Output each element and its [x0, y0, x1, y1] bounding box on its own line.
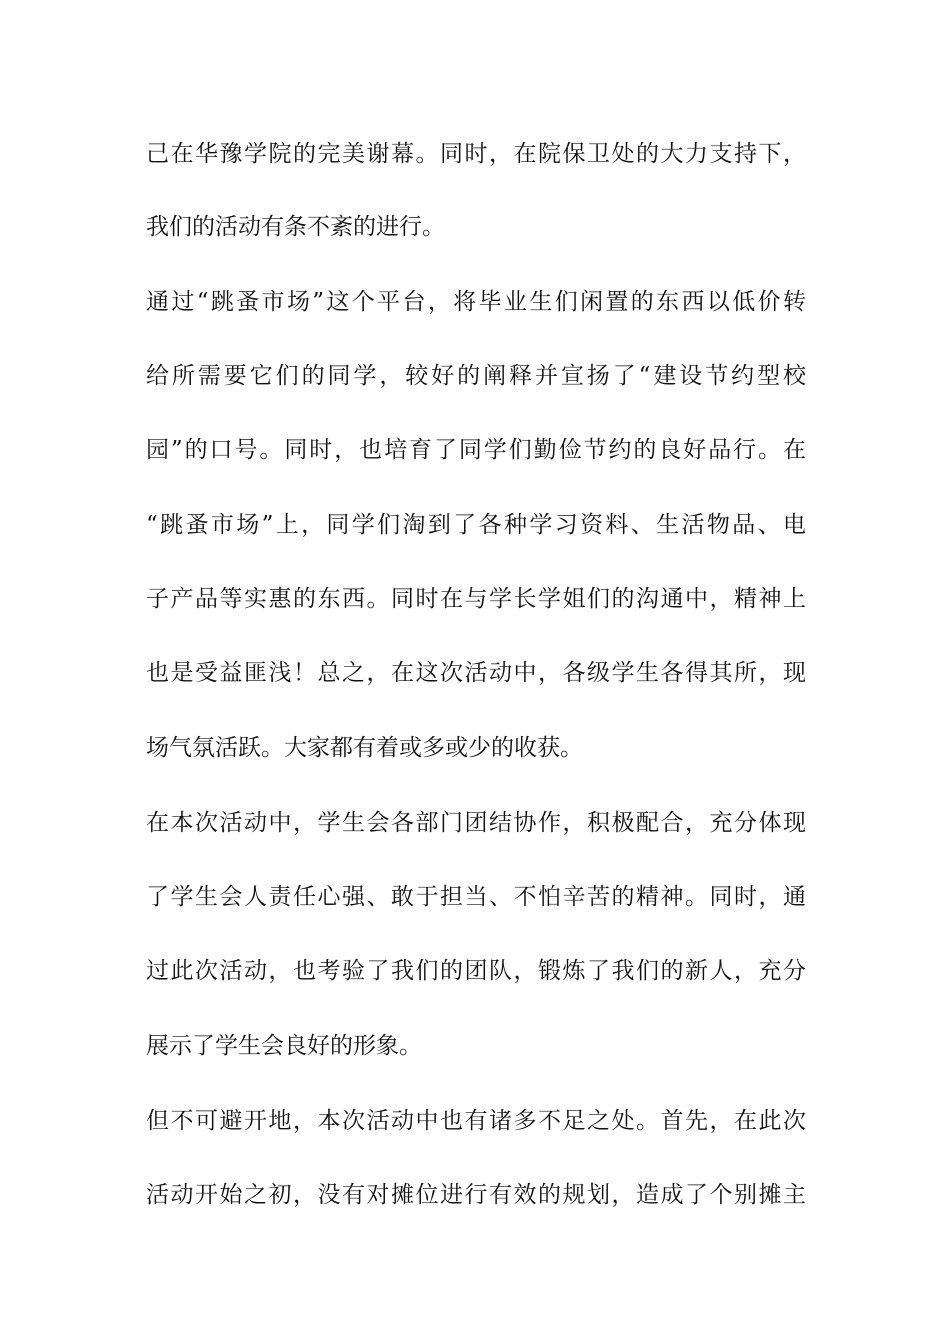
- text-line-9: 场气氛活跃。大家都有着或多或少的收获。: [146, 735, 583, 761]
- text-line-3: 通过“跳蚤市场”这个平台，将毕业生们闲置的东西以低价转: [146, 289, 806, 315]
- text-line-2: 我们的活动有条不紊的进行。: [146, 214, 445, 240]
- text-line-13: 展示了学生会良好的形象。: [146, 1033, 422, 1059]
- text-line-8: 也是受益匪浅！总之，在这次活动中，各级学生各得其所，现: [146, 660, 806, 686]
- text-line-7: 子产品等实惠的东西。同时在与学长学姐们的沟通中，精神上: [146, 586, 806, 612]
- text-line-6: “跳蚤市场”上，同学们淘到了各种学习资料、生活物品、电: [146, 512, 806, 538]
- text-line-11: 了学生会人责任心强、敢于担当、不怕辛苦的精神。同时，通: [146, 884, 806, 910]
- text-line-5: 园”的口号。同时，也培育了同学们勤俭节约的良好品行。在: [146, 437, 806, 463]
- text-line-1: 己在华豫学院的完美谢幕。同时，在院保卫处的大力支持下，: [146, 141, 806, 167]
- text-line-14: 但不可避开地，本次活动中也有诸多不足之处。首先，在此次: [146, 1108, 806, 1134]
- text-line-12: 过此次活动，也考验了我们的团队，锻炼了我们的新人，充分: [146, 958, 806, 984]
- text-line-15: 活动开始之初，没有对摊位进行有效的规划，造成了个别摊主: [146, 1182, 806, 1208]
- text-line-10: 在本次活动中，学生会各部门团结协作，积极配合，充分体现: [146, 810, 806, 836]
- text-line-4: 给所需要它们的同学，较好的阐释并宣扬了“建设节约型校: [146, 363, 806, 389]
